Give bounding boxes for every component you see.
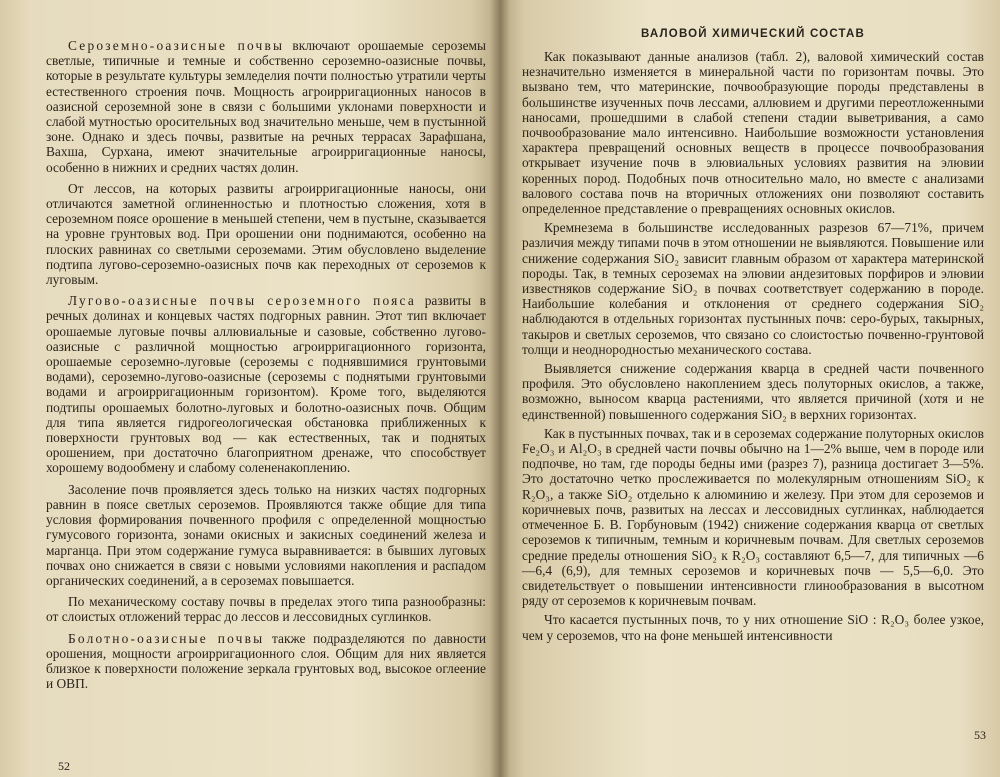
paragraph [46,631,486,692]
page-number: 53 [974,728,986,742]
right-page [500,0,1000,777]
paragraph: Как в пустынных почвах, так и в сероземах содержание полуторных окислов Fe₂O₃ и Al₂O₃ в средней части почвы обычно на 1—2% выше, чем в породе или подпочве, но там, где породы бедны ими (разрез 7), разница достигает 3—5%. Это достаточно четко прослеживается по молекулярным отношениям SiO₂ к R₂O₃, а также SiO₂ отдельно к алюминию и железу. При этом для сероземов и коричневых почв, развитых на лессах и лессовидных суглинках, наблюдается отмеченное Б. В. Горбуновым (1942) снижение содержания кварца от светлых сероземов к типичным, темным и коричневым почвам. Для светлых сероземов средние пределы отношения SiO₂ к R₂O₃ составляют 6,5—7, для типичных —6—6,4 (6,9), для темных сероземов и коричневых почв — 5,5—6,0. Это свидетельствует о повышении интенсивности глинообразования в высотном ряду от сероземов к коричневым почвам. [522,425,984,609]
paragraph: Выявляется снижение содержания кварца в средней части почвенного профиля. Это обусловлено накоплением здесь полуторных окислов, а также, возможно, выносом кварца растениями, что является причиной (хотя и не единственной) повышенного содержания SiO₂ в верхних горизонтах. [522,361,984,422]
paragraph [46,181,486,287]
paragraph: Что касается пустынных почв, то у них отношение SiO : R₂O₃ более узкое, чем у сероземов, что на фоне меньшей интенсивности [522,612,984,643]
paragraph: Как показывают данные анализов (табл. 2), валовой химический состав незначительно изменяется в минеральной части по горизонтам почвы. Это вызвано тем, что материнские, почвообразующие породы представлены в большинстве изученных почв лессами, аллювием и другими переотложенными наносами, прошедшими в слабой степени стадии выветривания, а само почвообразование мало интенсивно. Наибольшие возможности установления характера превращений основных веществ в процессе почвообразования открывает изучение почв в элювиальных условиях развития на элювии коренных пород. Подобных почв относительно мало, но вместе с анализами валового состава почв на вторичных отложениях они позволяют составить определенное представление о превращениях основных окислов. [522,49,984,217]
paragraph [46,293,486,475]
paragraph-text: Засоление почв проявляется здесь только на низких частях подгорных равнин в поясе светлых сероземов. Проявляются также общие для типа условия формирования почвенного профиля с определенной мощностью гумусового горизонта, зонами окисных и закисных соединений железа и марганца. При этом содержание гумуса выравнивается: в бывших луговых почвах оно снижается в связи с новыми условиями накопления и распадом органических соединений, а в сероземах повышается. [46,481,486,588]
paragraph-text: От лессов, на которых развиты агроирригационные наносы, они отличаются заметной оглиненностью и плотностью сложения, хотя в сероземном поясе орошение в меньшей степени, чем в пустыне, сказывается на уровне грунтовых вод. При орошении они поднимаются, особенно на плоских равнинах со светлыми сероземами. Этим обусловлено выделение подтипа лугово-сероземно-оазисных почв как переходных от сероземов к луговым. [46,180,486,288]
paragraph-text: По механическому составу почвы в пределах этого типа разнообразны: от слоистых отложений террас до лессов и лессовидных суглинков. [46,594,486,625]
paragraph-text: также подразделяются по давности орошения, мощности агроирригационного слоя. Общим для них является близкое к поверхности положение зеркала грунтовых вод, высокое оглеение и ОВП. [46,630,486,692]
paragraph [46,482,486,588]
book-gutter [490,0,510,777]
soil-type-term: Сероземно-оазисные почвы [68,38,285,53]
soil-type-term: Лугово-оазисные почвы сероземного пояса [68,293,416,309]
soil-type-term: Болотно-оазисные почвы [68,630,265,646]
paragraph: Кремнезема в большинстве исследованных разрезов 67—71%, причем различия между типами почв в этом отношении не выявляются. Повышение или снижение содержания SiO₂ зависит главным образом от характера материнской породы. Так, в темных сероземах на элювии андезитовых порфиров и элювии известняков содержание SiO₂ в почвах соответствует содержанию в породе. Наибольшие колебания и отклонения от среднего содержания SiO₂ наблюдаются в отдельных горизонтах пустынных почв: серо-бурых, такырных, такыров и светлых сероземов, что связано со слоистостью почвенно-грунтовой толщи и неоднородностью механического состава. [522,220,984,357]
paragraph [46,594,486,624]
paragraph-text: включают орошаемые сероземы светлые, типичные и темные и собственно сероземно-оазисные почвы, которые в результате культуры земледелия почти полностью утратили черты естественного строения почв. Мощность агроирригационных наносов в оазисной сероземной зоне в связи с большими уклонами поверхности и слабой мутностью оросительных вод значительно меньше, чем в пустынной зоне. Однако и здесь почвы, развитые на речных террасах Зарафшана, Вахша, Сурхана, имеют значительные агроирригационные наносы, особенно в нижних и средних частях долин. [46,38,487,175]
page-number: 52 [58,759,70,773]
paragraph-text: развиты в речных долинах и концевых частях подгорных равнин. Этот тип включает орошаемые луговые почвы аллювиальные и сазовые, собственно лугово-оазисные с различной мощностью агроирригационного горизонта, орошаемые сероземно-луговые (сероземы с поднявшимися грунтовыми водами), сероземно-лугово-оазисные (сероземы с поднятыми грунтовыми водами и агроирригационным горизонтом). Кроме того, выделяются подтипы орошаемых болотно-луговых и болотно-оазисных почв. Общим для типа является гидрогеологическая обстановка приближенных к поверхности грунтовых вод — как естественных, так и поднятых орошением, при достаточно благоприятном дренаже, что способствует хорошему водообмену и слабому солененакоплению. [46,293,486,476]
section-title: ВАЛОВОЙ ХИМИЧЕСКИЙ СОСТАВ [640,28,866,40]
paragraph [46,38,486,175]
